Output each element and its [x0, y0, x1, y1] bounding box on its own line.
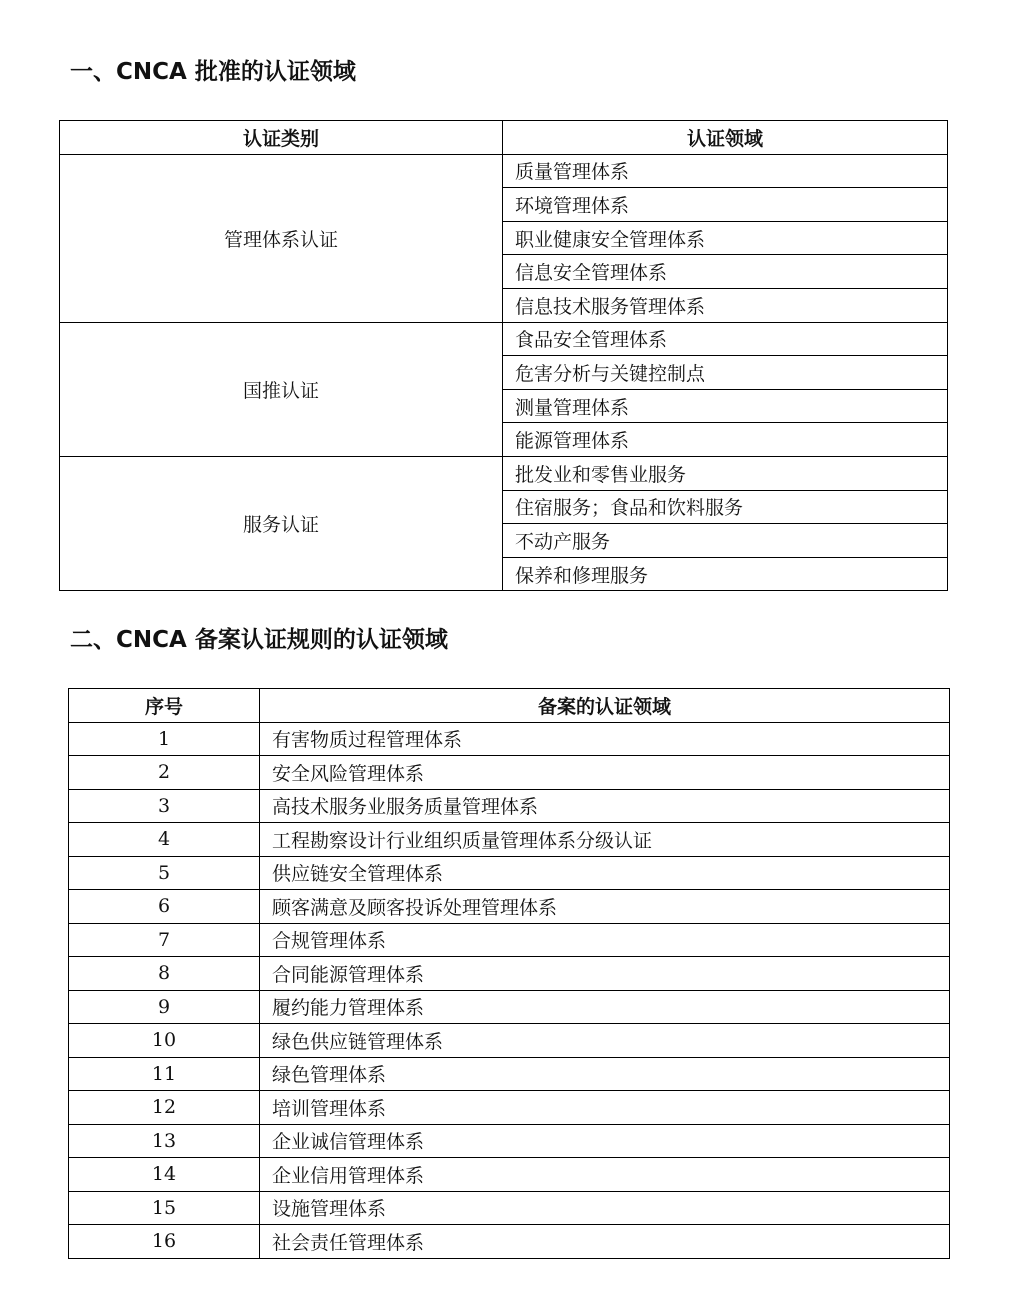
field-cell: 质量管理体系 — [503, 154, 948, 188]
field-cell: 供应链安全管理体系 — [260, 856, 950, 890]
field-cell: 批发业和零售业服务 — [503, 456, 948, 490]
table-row — [69, 923, 950, 957]
row-number: 15 — [69, 1191, 260, 1225]
field-cell: 食品安全管理体系 — [503, 322, 948, 356]
table-row — [60, 456, 948, 490]
field-cell: 保养和修理服务 — [503, 557, 948, 591]
table-row — [69, 1024, 950, 1058]
field-cell: 工程勘察设计行业组织质量管理体系分级认证 — [260, 823, 950, 857]
table-row — [69, 722, 950, 756]
field-cell: 履约能力管理体系 — [260, 990, 950, 1024]
section-1-heading: 一、CNCA 批准的认证领域 — [70, 59, 356, 85]
field-cell: 环境管理体系 — [503, 188, 948, 222]
field-cell: 企业诚信管理体系 — [260, 1124, 950, 1158]
field-cell: 合规管理体系 — [260, 923, 950, 957]
field-cell: 测量管理体系 — [503, 389, 948, 423]
column-header-filed-field: 备案的认证领域 — [260, 689, 950, 723]
row-number: 5 — [69, 856, 260, 890]
row-number: 9 — [69, 990, 260, 1024]
row-number: 10 — [69, 1024, 260, 1058]
table-row — [69, 823, 950, 857]
field-cell: 绿色管理体系 — [260, 1057, 950, 1091]
column-header-field: 认证领域 — [503, 121, 948, 155]
field-cell: 信息安全管理体系 — [503, 255, 948, 289]
table-row — [60, 154, 948, 188]
field-cell: 培训管理体系 — [260, 1091, 950, 1125]
field-cell: 企业信用管理体系 — [260, 1158, 950, 1192]
section-2-heading: 二、CNCA 备案认证规则的认证领域 — [70, 627, 448, 653]
row-number: 11 — [69, 1057, 260, 1091]
table-row — [69, 1158, 950, 1192]
table-row — [69, 957, 950, 991]
table-row — [69, 1091, 950, 1125]
table-row — [69, 890, 950, 924]
category-cell: 国推认证 — [60, 322, 503, 456]
field-cell: 危害分析与关键控制点 — [503, 356, 948, 390]
field-cell: 合同能源管理体系 — [260, 957, 950, 991]
field-cell: 绿色供应链管理体系 — [260, 1024, 950, 1058]
table-header-row — [69, 689, 950, 723]
row-number: 3 — [69, 789, 260, 823]
field-cell: 住宿服务；食品和饮料服务 — [503, 490, 948, 524]
field-cell: 有害物质过程管理体系 — [260, 722, 950, 756]
table-row — [69, 1057, 950, 1091]
row-number: 8 — [69, 957, 260, 991]
row-number: 14 — [69, 1158, 260, 1192]
field-cell: 不动产服务 — [503, 524, 948, 558]
field-cell: 顾客满意及顾客投诉处理管理体系 — [260, 890, 950, 924]
row-number: 16 — [69, 1225, 260, 1259]
table-row — [69, 1124, 950, 1158]
row-number: 12 — [69, 1091, 260, 1125]
row-number: 13 — [69, 1124, 260, 1158]
field-cell: 设施管理体系 — [260, 1191, 950, 1225]
table-row — [69, 990, 950, 1024]
table-header-row — [60, 121, 948, 155]
field-cell: 能源管理体系 — [503, 423, 948, 457]
column-header-category: 认证类别 — [60, 121, 503, 155]
table-row — [69, 756, 950, 790]
column-header-number: 序号 — [69, 689, 260, 723]
field-cell: 社会责任管理体系 — [260, 1225, 950, 1259]
row-number: 2 — [69, 756, 260, 790]
field-cell: 安全风险管理体系 — [260, 756, 950, 790]
table-row — [69, 1191, 950, 1225]
category-cell: 服务认证 — [60, 456, 503, 590]
row-number: 7 — [69, 923, 260, 957]
table-row — [60, 322, 948, 356]
field-cell: 高技术服务业服务质量管理体系 — [260, 789, 950, 823]
table-row — [69, 856, 950, 890]
filed-rules-table — [68, 688, 950, 1259]
table-row — [69, 789, 950, 823]
table-row — [69, 1225, 950, 1259]
field-cell: 信息技术服务管理体系 — [503, 288, 948, 322]
field-cell: 职业健康安全管理体系 — [503, 221, 948, 255]
row-number: 6 — [69, 890, 260, 924]
row-number: 4 — [69, 823, 260, 857]
approved-fields-table — [59, 120, 948, 591]
category-cell: 管理体系认证 — [60, 154, 503, 322]
row-number: 1 — [69, 722, 260, 756]
